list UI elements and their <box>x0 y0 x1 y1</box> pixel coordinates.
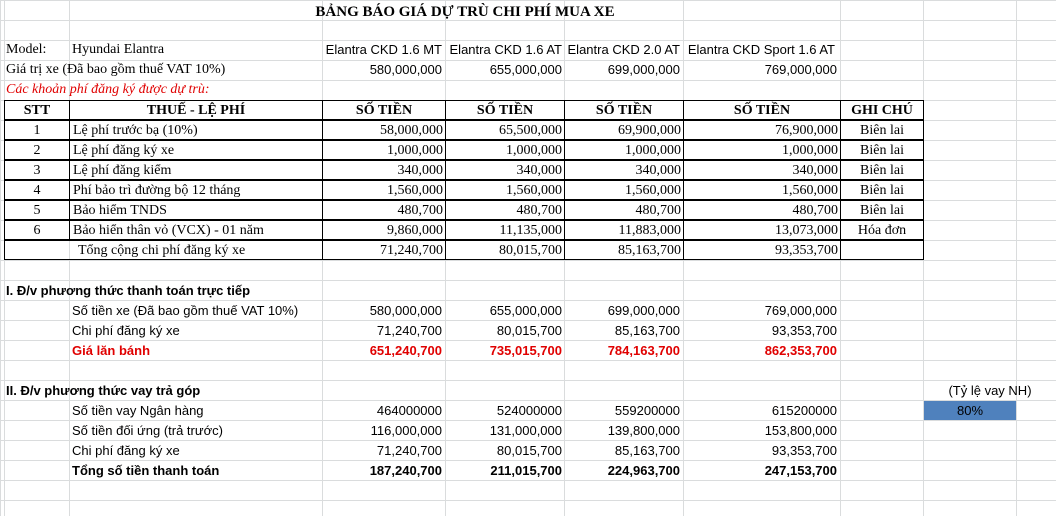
section2-value: 71,240,700 <box>376 443 442 458</box>
section1-value: 80,015,700 <box>496 323 562 338</box>
section2-value: 85,163,700 <box>614 443 680 458</box>
col-header-amount: SỐ TIỀN <box>683 100 841 120</box>
row-amount: 11,135,000 <box>445 220 565 240</box>
row-fee-name: Lệ phí trước bạ (10%) <box>69 120 323 140</box>
row-amount: 1,000,000 <box>564 140 684 160</box>
row-stt: 6 <box>4 220 70 240</box>
section2-row-label: Số tiền đối ứng (trả trước) <box>72 423 223 438</box>
section1-value: 71,240,700 <box>376 323 442 338</box>
row-amount: 1,000,000 <box>322 140 446 160</box>
model-name: Hyundai Elantra <box>72 42 165 57</box>
variant-header: Elantra CKD Sport 1.6 AT <box>687 42 835 57</box>
fee-total-note <box>840 240 924 260</box>
col-header-stt: STT <box>4 100 70 120</box>
row-amount: 480,700 <box>445 200 565 220</box>
section1-total-label: Giá lăn bánh <box>72 343 151 358</box>
row-stt: 3 <box>4 160 70 180</box>
col-header-note: GHI CHÚ <box>840 100 924 120</box>
fee-total-value: 80,015,700 <box>445 240 565 260</box>
row-amount: 480,700 <box>564 200 684 220</box>
row-amount: 69,900,000 <box>564 120 684 140</box>
section1-value: 93,353,700 <box>771 323 837 338</box>
section2-value: 131,000,000 <box>489 423 562 438</box>
section1-value: 580,000,000 <box>369 303 442 318</box>
section2-total-value: 247,153,700 <box>764 463 837 478</box>
row-note: Biên lai <box>840 140 924 160</box>
section2-row-label: Số tiền vay Ngân hàng <box>72 403 204 418</box>
loan-ratio-cell[interactable]: 80% <box>924 401 1016 420</box>
row-note: Biên lai <box>840 200 924 220</box>
row-fee-name: Lệ phí đăng ký xe <box>69 140 323 160</box>
section2-value: 80,015,700 <box>496 443 562 458</box>
row-fee-name: Bảo hiểm TNDS <box>69 200 323 220</box>
col-header-amount: SỐ TIỀN <box>322 100 446 120</box>
fee-table <box>4 100 924 260</box>
fee-total-value: 71,240,700 <box>322 240 446 260</box>
section2-value: 524000000 <box>496 403 562 418</box>
row-stt: 5 <box>4 200 70 220</box>
fees-intro: Các khoản phí đăng ký được dự trù: <box>6 82 210 97</box>
row-stt: 1 <box>4 120 70 140</box>
row-fee-name: Lệ phí đăng kiểm <box>69 160 323 180</box>
section1-value: 699,000,000 <box>607 303 680 318</box>
row-amount: 9,860,000 <box>322 220 446 240</box>
row-note: Biên lai <box>840 120 924 140</box>
row-note: Biên lai <box>840 180 924 200</box>
fee-total-label: Tổng cộng chi phí đăng ký xe <box>4 240 323 260</box>
row-fee-name: Phí bảo trì đường bộ 12 tháng <box>69 180 323 200</box>
row-amount: 1,560,000 <box>322 180 446 200</box>
variant-header: Elantra CKD 1.6 AT <box>449 42 562 57</box>
price-value: 699,000,000 <box>607 62 680 77</box>
row-stt: 2 <box>4 140 70 160</box>
row-note: Biên lai <box>840 160 924 180</box>
section1-row-label: Chi phí đăng ký xe <box>72 323 180 338</box>
section2-value: 153,800,000 <box>764 423 837 438</box>
col-header-amount: SỐ TIỀN <box>445 100 565 120</box>
row-amount: 340,000 <box>683 160 841 180</box>
section2-total-value: 211,015,700 <box>490 463 562 478</box>
section2-value: 139,800,000 <box>607 423 680 438</box>
section1-total-value: 784,163,700 <box>607 343 680 358</box>
section1-title: I. Đ/v phương thức thanh toán trực tiếp <box>6 283 251 298</box>
section2-value: 615200000 <box>771 403 837 418</box>
row-amount: 480,700 <box>683 200 841 220</box>
section2-title: II. Đ/v phương thức vay trả góp <box>6 383 201 398</box>
price-label: Giá trị xe (Đã bao gồm thuế VAT 10%) <box>6 62 226 77</box>
row-amount: 1,000,000 <box>445 140 565 160</box>
row-amount: 76,900,000 <box>683 120 841 140</box>
row-fee-name: Bảo hiển thân vỏ (VCX) - 01 năm <box>69 220 323 240</box>
row-amount: 65,500,000 <box>445 120 565 140</box>
section1-total-value: 651,240,700 <box>369 343 442 358</box>
section1-value: 655,000,000 <box>489 303 562 318</box>
row-amount: 340,000 <box>564 160 684 180</box>
row-amount: 1,560,000 <box>564 180 684 200</box>
section2-total-value: 187,240,700 <box>369 463 442 478</box>
variant-header: Elantra CKD 1.6 MT <box>325 42 442 57</box>
row-amount: 11,883,000 <box>564 220 684 240</box>
fee-total-value: 85,163,700 <box>564 240 684 260</box>
row-amount: 1,000,000 <box>683 140 841 160</box>
model-label: Model: <box>6 42 47 57</box>
price-value: 655,000,000 <box>489 62 562 77</box>
row-amount: 340,000 <box>322 160 446 180</box>
section2-total-label: Tổng số tiền thanh toán <box>72 463 220 478</box>
price-value: 769,000,000 <box>764 62 837 77</box>
variant-header: Elantra CKD 2.0 AT <box>567 42 680 57</box>
section1-total-value: 862,353,700 <box>764 343 837 358</box>
row-note: Hóa đơn <box>840 220 924 240</box>
section1-value: 85,163,700 <box>614 323 680 338</box>
section2-value: 116,000,000 <box>370 423 442 438</box>
section1-total-value: 735,015,700 <box>489 343 562 358</box>
row-amount: 1,560,000 <box>445 180 565 200</box>
section2-value: 559200000 <box>614 403 680 418</box>
col-header-amount: SỐ TIỀN <box>564 100 684 120</box>
row-stt: 4 <box>4 180 70 200</box>
row-amount: 480,700 <box>322 200 446 220</box>
row-amount: 13,073,000 <box>683 220 841 240</box>
sheet-title: BẢNG BÁO GIÁ DỰ TRÙ CHI PHÍ MUA XE <box>315 4 615 20</box>
section2-total-value: 224,963,700 <box>607 463 680 478</box>
row-amount: 1,560,000 <box>683 180 841 200</box>
section1-row-label: Số tiền xe (Đã bao gồm thuế VAT 10%) <box>72 303 299 318</box>
loan-ratio-label: (Tỷ lệ vay NH) <box>948 383 1032 398</box>
section2-value: 464000000 <box>376 403 442 418</box>
col-header-fee: THUẾ - LỆ PHÍ <box>69 100 323 120</box>
section2-row-label: Chi phí đăng ký xe <box>72 443 180 458</box>
section2-value: 93,353,700 <box>771 443 837 458</box>
fee-total-value: 93,353,700 <box>683 240 841 260</box>
row-amount: 58,000,000 <box>322 120 446 140</box>
row-amount: 340,000 <box>445 160 565 180</box>
price-value: 580,000,000 <box>369 62 442 77</box>
section1-value: 769,000,000 <box>764 303 837 318</box>
